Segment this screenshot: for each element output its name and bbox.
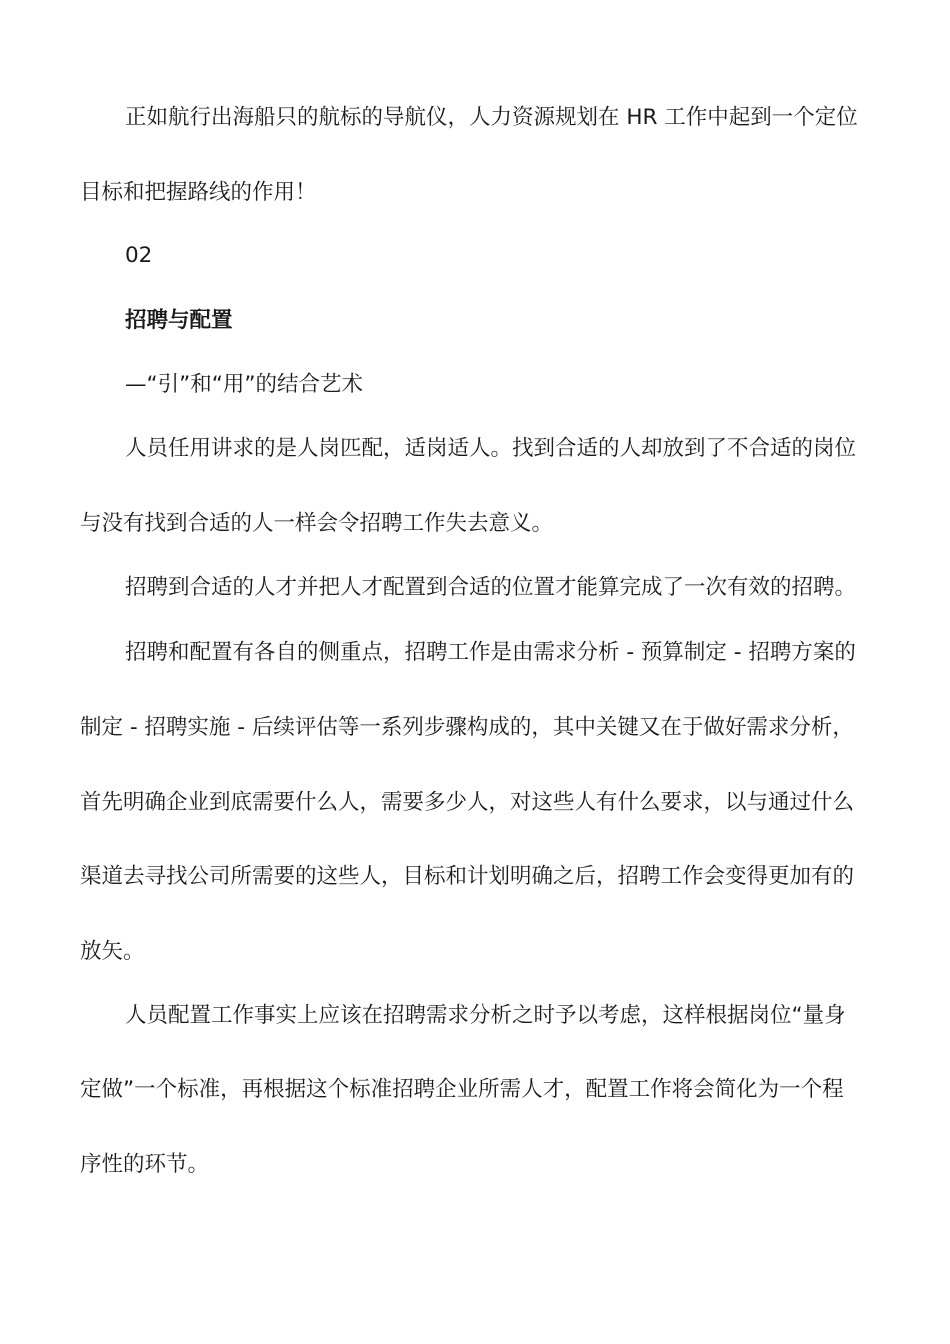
paragraph-4-line-5: 放矢。: [80, 939, 145, 964]
paragraph-4-line-1: 招聘和配置有各自的侧重点，招聘工作是由需求分析 - 预算制定 - 招聘方案的: [125, 640, 856, 665]
paragraph-5-line-3: 序性的环节。: [80, 1152, 210, 1177]
paragraph-4-line-3: 首先明确企业到底需要什么人，需要多少人，对这些人有什么要求，以与通过什么: [80, 790, 855, 815]
paragraph-4-line-2: 制定 - 招聘实施 - 后续评估等一系列步骤构成的，其中关键又在于做好需求分析，: [80, 715, 854, 740]
paragraph-2-line-2: 与没有找到合适的人一样会令招聘工作失去意义。: [80, 511, 554, 536]
section-number: 02: [125, 243, 153, 268]
paragraph-3-line-1: 招聘到合适的人才并把人才配置到合适的位置才能算完成了一次有效的招聘。: [125, 575, 857, 600]
paragraph-5-line-1: 人员配置工作事实上应该在招聘需求分析之时予以考虑，这样根据岗位“量身: [125, 1003, 846, 1028]
paragraph-4-line-4: 渠道去寻找公司所需要的这些人，目标和计划明确之后，招聘工作会变得更加有的: [80, 864, 855, 889]
paragraph-2-line-1: 人员任用讲求的是人岗匹配，适岗适人。找到合适的人却放到了不合适的岗位: [125, 436, 857, 461]
paragraph-5-line-2: 定做”一个标准，再根据这个标准招聘企业所需人才，配置工作将会简化为一个程: [80, 1077, 844, 1102]
paragraph-1-line-1: 正如航行出海船只的航标的导航仪，人力资源规划在 HR 工作中起到一个定位: [125, 105, 858, 130]
section-subtitle: —“引”和“用”的结合艺术: [125, 372, 364, 397]
section-title: 招聘与配置: [125, 308, 233, 333]
paragraph-1-line-2: 目标和把握路线的作用！: [80, 180, 317, 205]
